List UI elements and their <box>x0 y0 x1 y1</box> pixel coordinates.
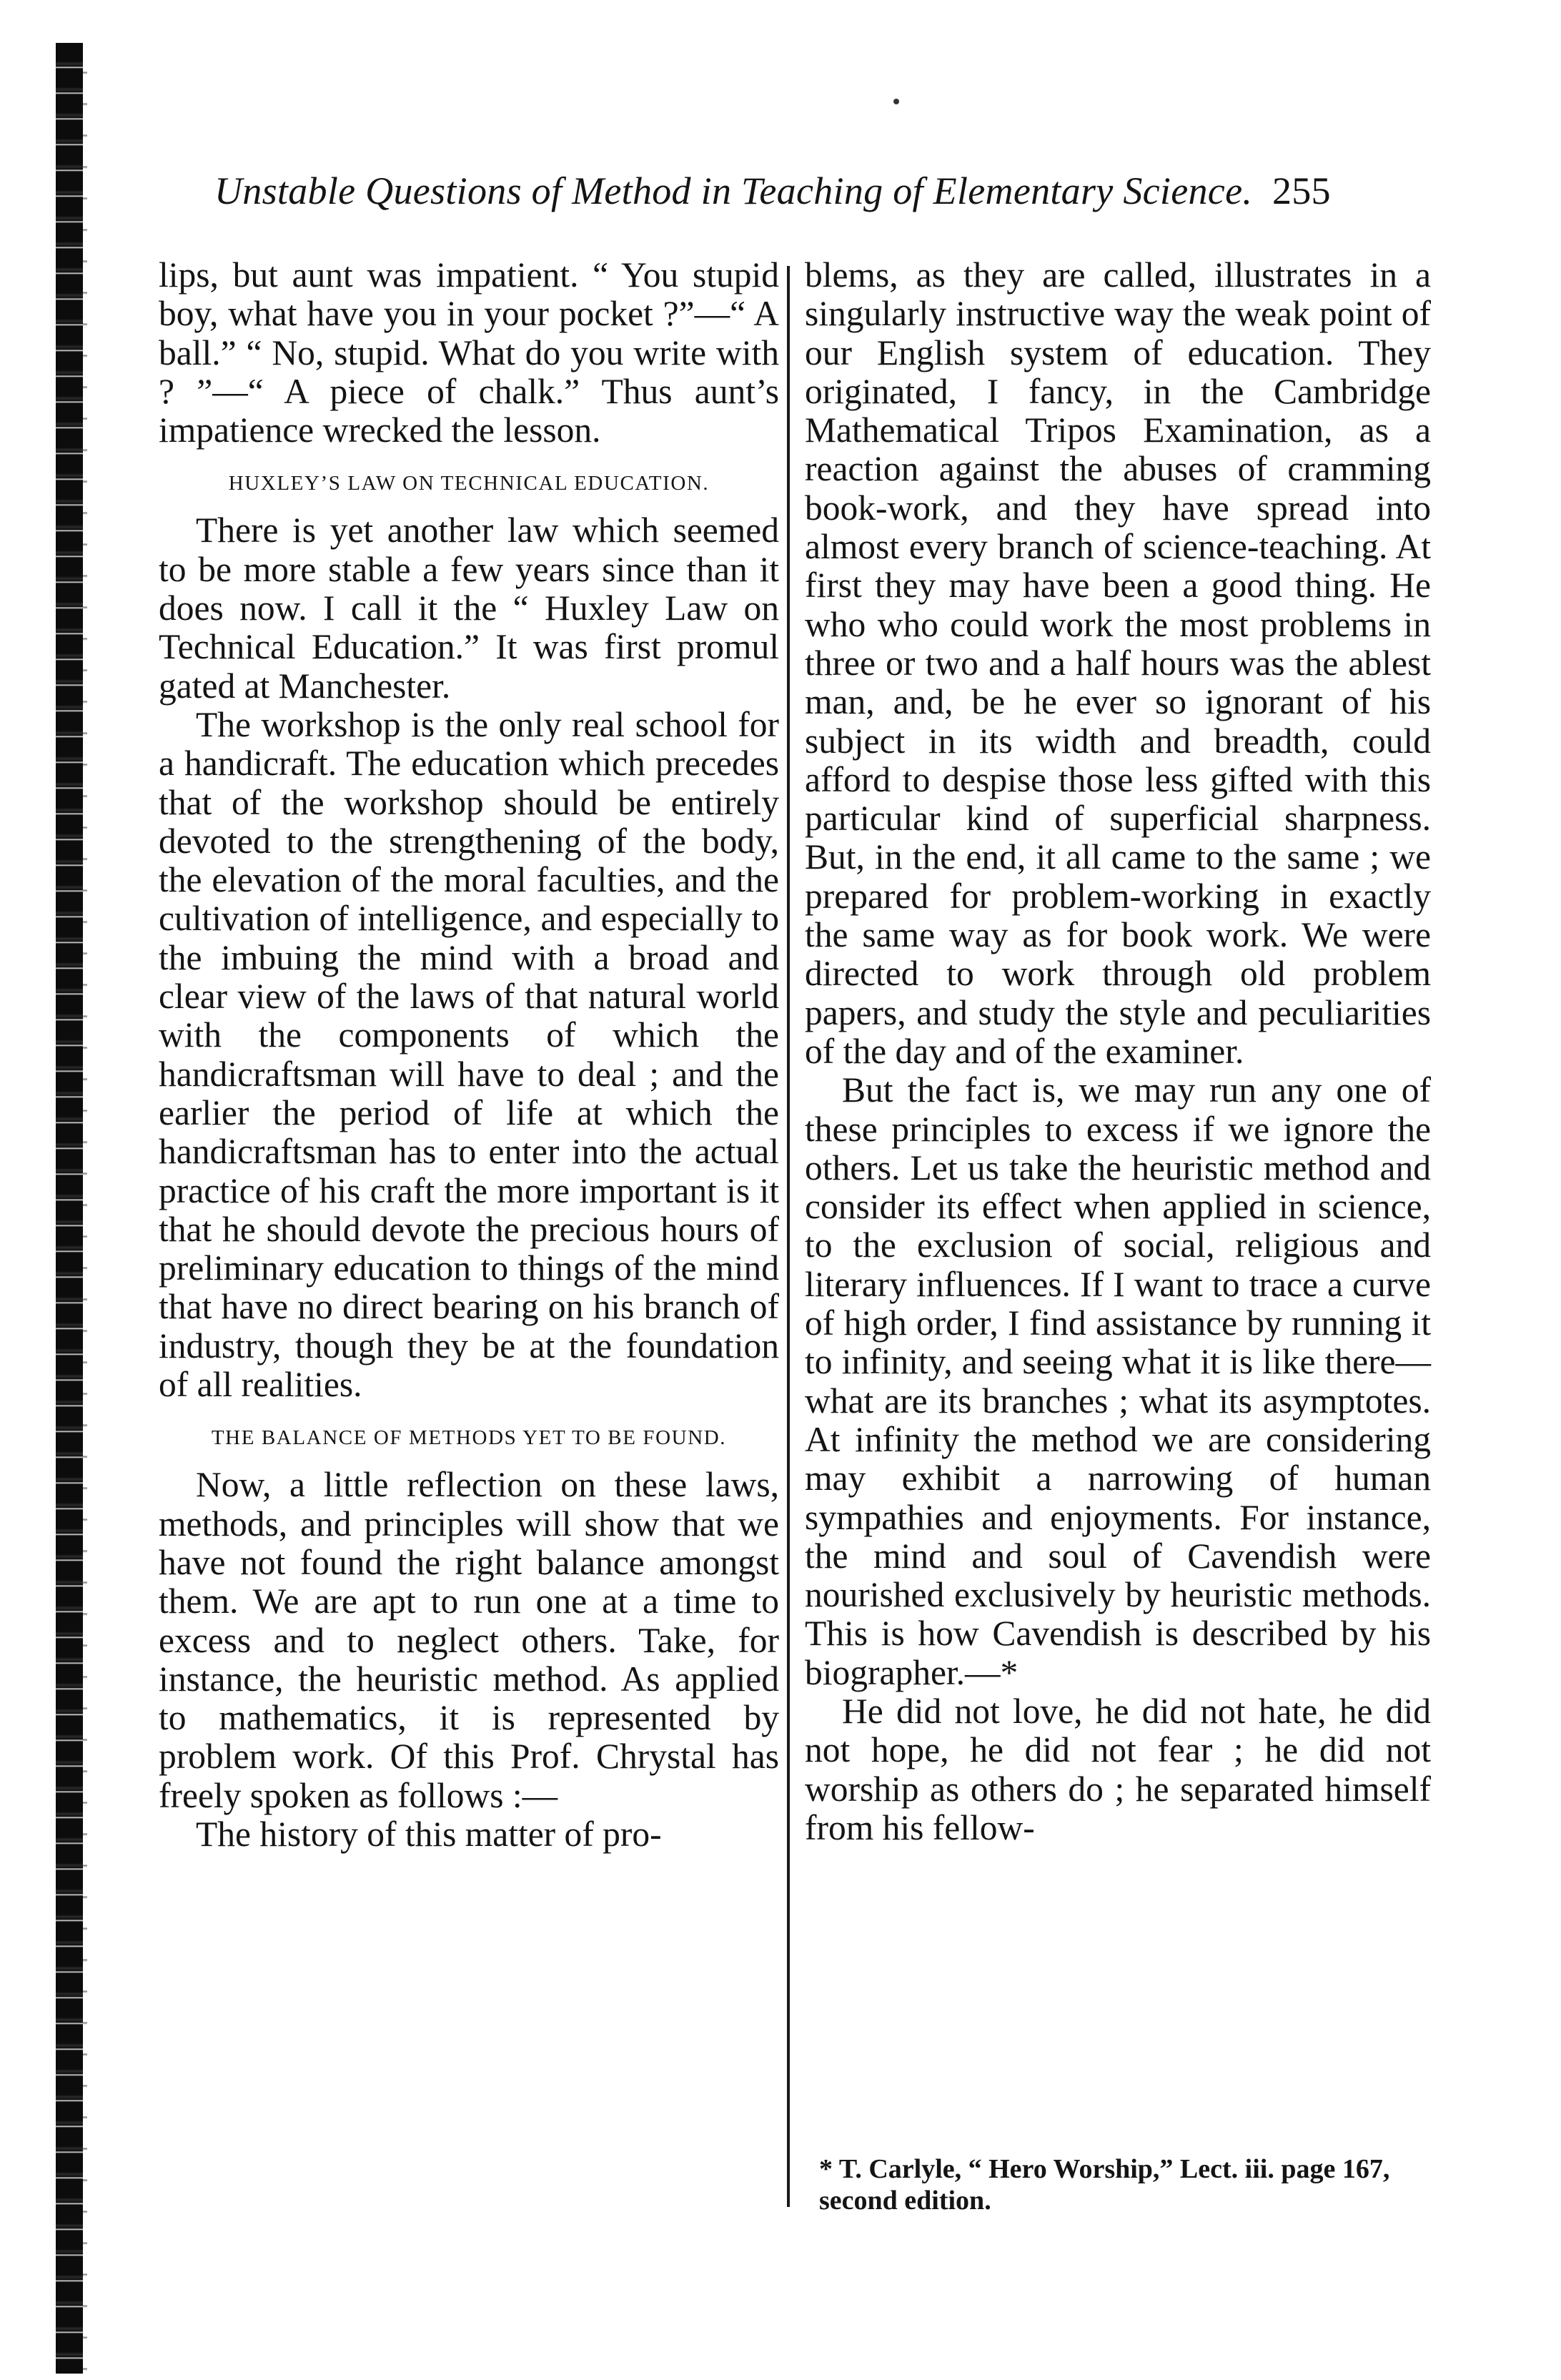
left-paragraph-4: Now, a little reflection on these laws, methods, and principles will show that we have not found the right balance amongst them. We are apt to run one at a time to excess and to neglect others. Take, for instance, the heuristic method. As applied to mathematics, it is represented by problem work. Of this Prof. Chrystal has freely spoken as follows :— <box>159 1465 779 1815</box>
left-paragraph-2: There is yet another law which seemed to be more stable a few years since than it does now. I call it the “ Huxley Law on Technical Education.” It was first promul gated at Manchester. <box>159 510 779 706</box>
left-paragraph-5: The history of this matter of pro- <box>196 1814 662 1854</box>
footnote: * T. Carlyle, “ Hero Worship,” Lect. iii. page 167, second edition. <box>819 2154 1390 2216</box>
left-paragraph-3-quote: The workshop is the only real school for a handicraft. The education which precedes that of the workshop should be entirely devoted to the strengthening of the body, the elevation of the moral faculties, and the cultivation of intelligence, and especially to the imbuing the mind with a broad and clear view of the laws of that natural world with the components of which the handicraftsman will have to deal ; and the earlier the period of life at which the handicraftsman has to enter into the actual practice of his craft the more important is it that he should devote the precious hours of preliminary education to things of the mind that have no direct bearing on his branch of industry, though they be at the foundation of all realities. <box>159 704 779 1405</box>
section-heading-balance-of-methods: THE BALANCE OF METHODS YET TO BE FOUND. <box>211 1426 727 1450</box>
left-column <box>159 256 779 1854</box>
print-speck <box>893 99 899 104</box>
page-number: 255 <box>1272 169 1331 212</box>
right-paragraph-3-quote: He did not love, he did not hate, he did not hope, he did not fear ; he did not worship as others do ; he separated himself from his fellow- <box>805 1691 1431 1847</box>
page-binding-shadow <box>83 43 87 2374</box>
left-paragraph-1: lips, but aunt was impatient. “ You stupid boy, what have you in your pocket ?”—“ A ball.” “ No, stupid. What do you write with ? ”—“ A piece of chalk.” Thus aunt’s impatience wrecked the lesson. <box>159 255 779 450</box>
running-head <box>214 169 1437 213</box>
running-head-title: Unstable Questions of Method in Teaching of Elementary Science. <box>214 169 1253 212</box>
right-paragraph-1: blems, as they are called, illustrates in a singularly instructive way the weak point of our English system of education. They originated, I fancy, in the Cambridge Mathematical Tripos Examination, as a reaction against the abuses of cramming book-work, and they have spread into almost every branch of science-teaching. At first they may have been a good thing. He who who could work the most problems in three or two and a half hours was the ablest man, and, be he ever so ignorant of his subject in its width and breadth, could afford to despise those less gifted with this particular kind of superficial sharpness. But, in the end, it all came to the same ; we prepared for problem-working in exactly the same way as for book work. We were directed to work through old problem papers, and study the style and peculiarities of the day and of the examiner. <box>805 255 1431 1071</box>
column-rule <box>787 266 790 2207</box>
right-paragraph-2: But the fact is, we may run any one of these principles to excess if we ignore the others. Let us take the heuristic method and consider its effect when applied in science, to the exclusion of social, religious and literary influences. If I want to trace a curve of high order, I find assistance by running it to infinity, and seeing what it is like there— what are its branches ; what its asymptotes. At infinity the method we are considering may exhibit a narrowing of human sympathies and enjoyments. For instance, the mind and soul of Cavendish were nourished exclusively by heuristic methods. This is how Cavendish is described by his biographer.—* <box>805 1070 1431 1692</box>
right-column <box>805 256 1431 1847</box>
section-heading-huxley-law: HUXLEY’S LAW ON TECHNICAL EDUCATION. <box>228 472 710 495</box>
page-binding-edge <box>56 43 83 2374</box>
